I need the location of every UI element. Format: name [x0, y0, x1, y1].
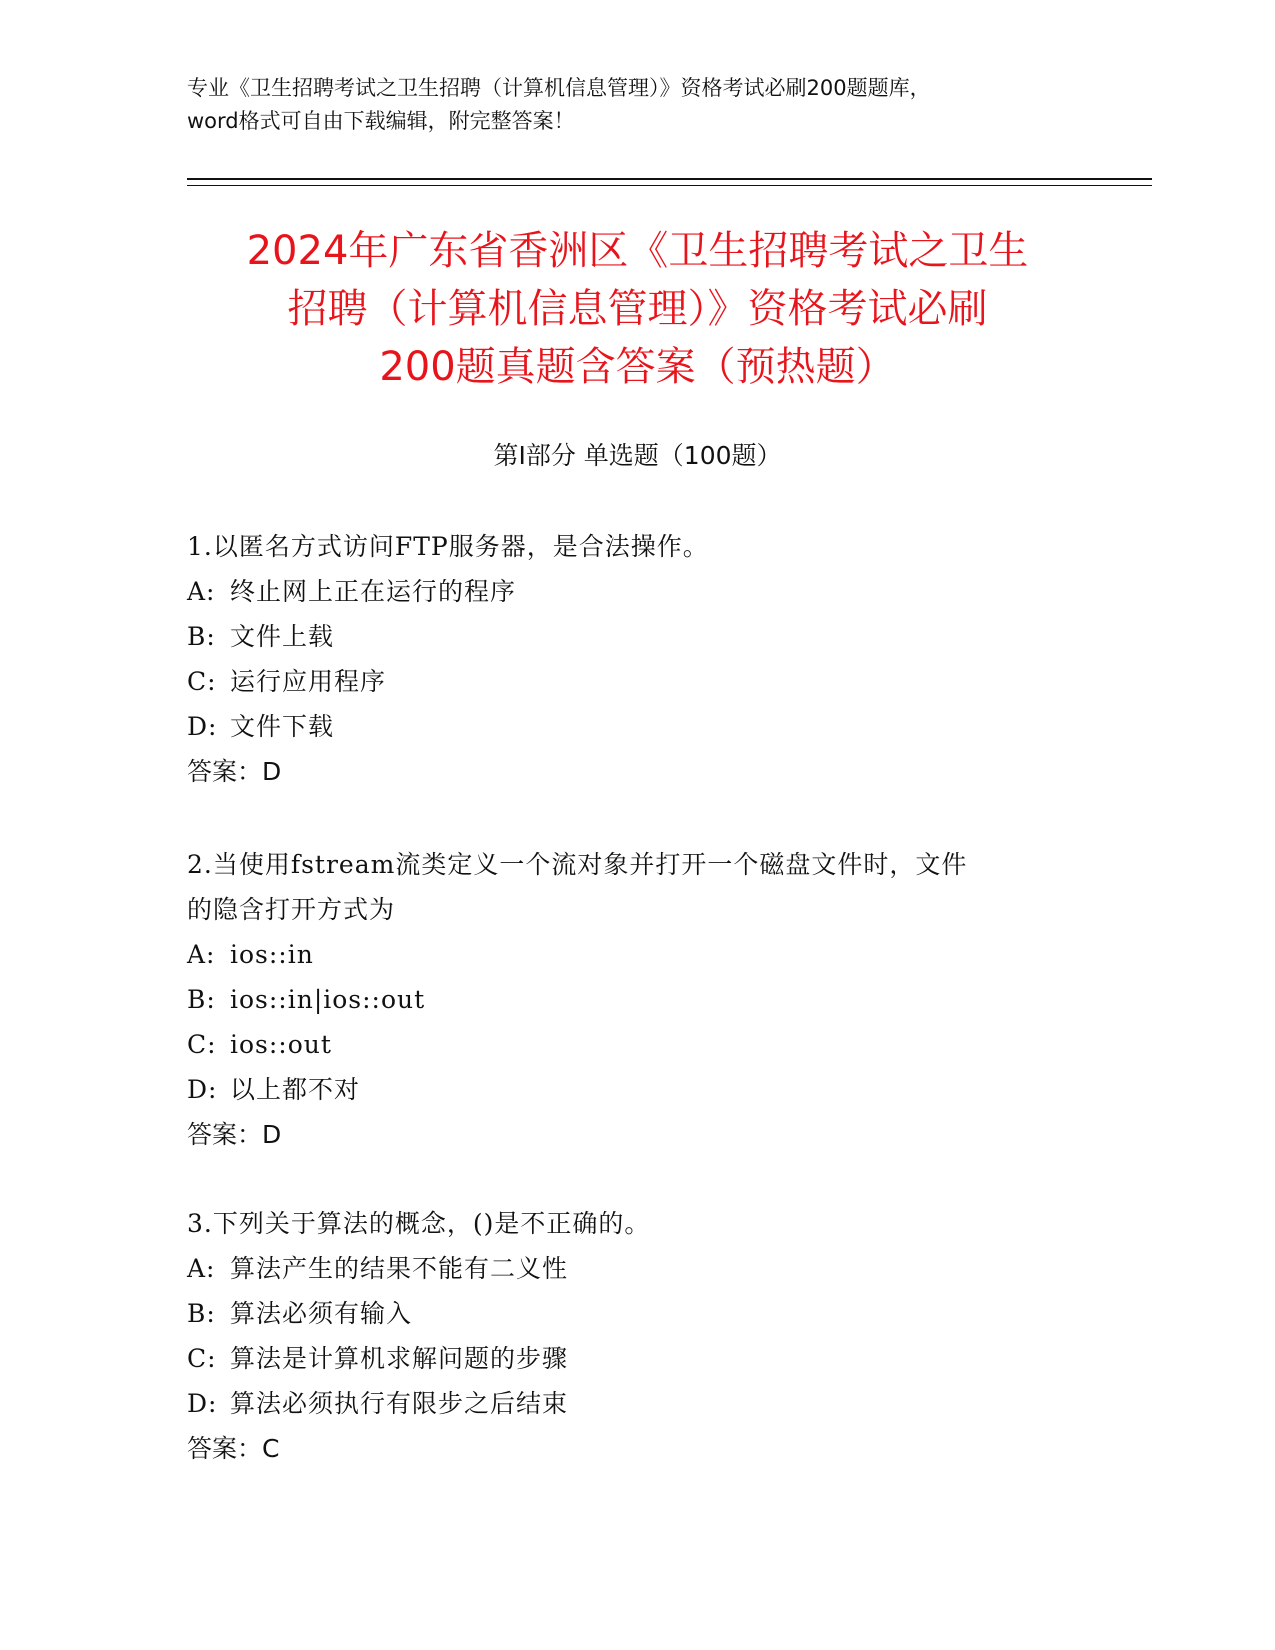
option-label: C:	[187, 1344, 217, 1373]
header-divider-thick	[187, 178, 1152, 180]
option-text: 算法是计算机求解问题的步骤	[230, 1344, 569, 1373]
option-label: C:	[187, 667, 217, 696]
question-text: 3.下列关于算法的概念，()是不正确的。	[187, 1209, 651, 1238]
option-text: 以上都不对	[230, 1075, 361, 1104]
option-text: ios::in	[230, 940, 314, 969]
header-note-line-1: 专业《卫生招聘考试之卫生招聘（计算机信息管理）》资格考试必刷200题题库，	[187, 76, 931, 100]
option-text: 算法必须有输入	[230, 1299, 413, 1328]
option-text: 算法产生的结果不能有二义性	[230, 1254, 569, 1283]
option-text: 运行应用程序	[230, 667, 387, 696]
option-label: D:	[187, 1075, 218, 1104]
option-label: C:	[187, 1030, 217, 1059]
option-label: A:	[187, 577, 216, 606]
question-3	[187, 1201, 1087, 1471]
option-b	[187, 1291, 1087, 1336]
header-note	[187, 72, 1087, 138]
option-d	[187, 1381, 1087, 1426]
answer: 答案：D	[187, 1120, 282, 1149]
header-note-line-2: word格式可自由下载编辑，附完整答案！	[187, 109, 575, 133]
option-b	[187, 614, 1087, 659]
title-line-1: 2024年广东省香洲区《卫生招聘考试之卫生	[246, 228, 1029, 274]
title-line-2: 招聘（计算机信息管理）》资格考试必刷	[287, 286, 988, 332]
option-label: A:	[187, 940, 216, 969]
section-title: 第I部分 单选题（100题）	[493, 441, 782, 470]
answer: 答案：C	[187, 1434, 280, 1463]
option-text: 算法必须执行有限步之后结束	[230, 1389, 569, 1418]
option-d	[187, 1067, 1087, 1112]
question-text-continued: 的隐含打开方式为	[187, 895, 396, 924]
option-label: D:	[187, 1389, 218, 1418]
question-1	[187, 524, 1087, 794]
option-a	[187, 1246, 1087, 1291]
answer: 答案：D	[187, 757, 282, 786]
option-text: 文件下载	[230, 712, 335, 741]
option-text: 终止网上正在运行的程序	[230, 577, 517, 606]
option-label: B:	[187, 1299, 216, 1328]
option-b	[187, 977, 1087, 1022]
option-a	[187, 569, 1087, 614]
option-text: 文件上载	[230, 622, 335, 651]
option-c	[187, 659, 1087, 704]
option-c	[187, 1336, 1087, 1381]
option-label: B:	[187, 985, 216, 1014]
question-text: 1.以匿名方式访问FTP服务器，是合法操作。	[187, 532, 709, 561]
option-a	[187, 932, 1087, 977]
question-2	[187, 842, 1087, 1157]
title-line-3: 200题真题含答案（预热题）	[379, 344, 896, 390]
document-title	[150, 222, 1125, 396]
option-text: ios::out	[230, 1030, 332, 1059]
option-text: ios::in|ios::out	[230, 985, 426, 1014]
option-d	[187, 704, 1087, 749]
option-label: A:	[187, 1254, 216, 1283]
header-divider-thin	[187, 185, 1152, 186]
option-c	[187, 1022, 1087, 1067]
option-label: D:	[187, 712, 218, 741]
option-label: B:	[187, 622, 216, 651]
question-text: 2.当使用fstream流类定义一个流对象并打开一个磁盘文件时，文件	[187, 850, 968, 879]
